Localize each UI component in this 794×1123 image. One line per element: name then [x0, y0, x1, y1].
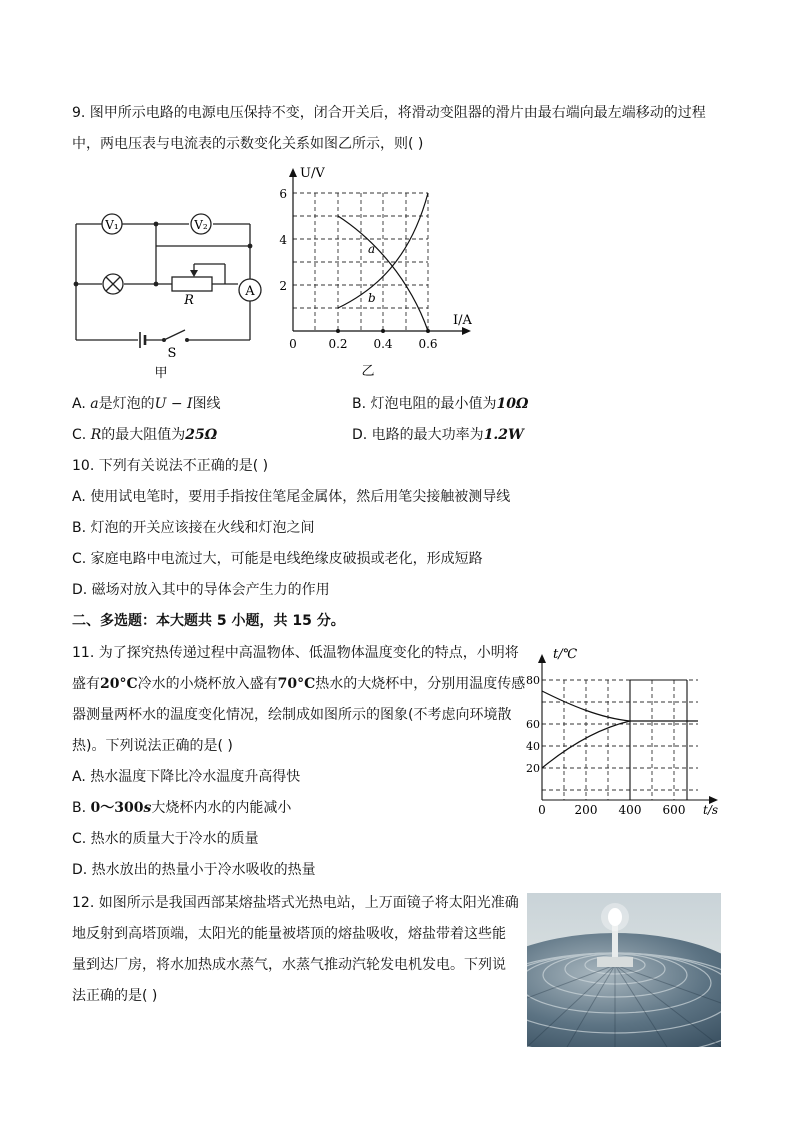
q11-stem-line2: 盛有20°C冷水的小烧杯放入盛有70°C热水的大烧杯中，分别用温度传感 — [72, 676, 526, 692]
circuit-caption: 甲 — [154, 366, 168, 381]
q9-option-c: C. R的最大阻值为25Ω — [72, 427, 218, 443]
q10-stem: 10. 下列有关说法不正确的是( ) — [72, 458, 269, 474]
q11-option-a: A. 热水温度下降比冷水温度升高得快 — [72, 769, 301, 785]
q10-option-d: D. 磁场对放入其中的导体会产生力的作用 — [72, 582, 330, 598]
temperature-graph — [520, 640, 730, 820]
q11-stem-line3: 器测量两杯水的温度变化情况，绘制成如图所示的图象(不考虑向环境散 — [72, 707, 512, 723]
temp-ytick-20: 20 — [526, 762, 540, 775]
switch-label: S — [167, 346, 177, 361]
v1-label: V₁ — [105, 218, 119, 232]
resistor-label: R — [184, 293, 194, 308]
temp-xtick-0: 0 — [538, 803, 546, 817]
ytick-2: 2 — [279, 279, 287, 293]
q11-stem-line1: 11. 为了探究热传递过程中高温物体、低温物体温度变化的特点，小明将 — [72, 645, 519, 661]
ui-graph — [275, 160, 480, 385]
temp-xlabel: t/s — [703, 803, 719, 817]
temp-xtick-600: 600 — [662, 803, 686, 817]
q12-stem-line4: 法正确的是( ) — [72, 988, 158, 1004]
q10-option-b: B. 灯泡的开关应该接在火线和灯泡之间 — [72, 520, 315, 536]
section-header: 二、多选题：本大题共 5 小题，共 15 分。 — [72, 613, 345, 629]
temp-ylabel: t/℃ — [553, 647, 578, 662]
graph-xlabel: I/A — [453, 313, 472, 328]
q11-option-d: D. 热水放出的热量小于冷水吸收的热量 — [72, 862, 316, 878]
xtick-0.6: 0.6 — [418, 337, 438, 351]
solar-station-photo — [527, 893, 721, 1047]
curve-a-label: a — [368, 242, 376, 256]
xtick-0.2: 0.2 — [328, 337, 348, 351]
ytick-4: 4 — [279, 233, 287, 247]
temp-ytick-40: 40 — [526, 740, 540, 753]
v2-label: V₂ — [194, 218, 208, 232]
q9-stem-line2: 中，两电压表与电流表的示数变化关系如图乙所示，则( ) — [72, 136, 424, 152]
q11-stem-line4: 热)。下列说法正确的是( ) — [72, 738, 233, 754]
temp-ytick-60: 60 — [526, 718, 540, 731]
ammeter-label: A — [245, 284, 255, 299]
q11-option-c: C. 热水的质量大于冷水的质量 — [72, 831, 259, 847]
graph-caption: 乙 — [361, 364, 375, 379]
q10-option-a: A. 使用试电笔时，要用手指按住笔尾金属体，然后用笔尖接触被测导线 — [72, 489, 511, 505]
temp-xtick-200: 200 — [574, 803, 598, 817]
circuit-diagram — [60, 200, 275, 385]
q9-option-d: D. 电路的最大功率为1.2W — [352, 427, 524, 443]
curve-b-label: b — [368, 291, 376, 305]
ytick-6: 6 — [279, 187, 287, 201]
xtick-0.4: 0.4 — [373, 337, 393, 351]
temp-xtick-400: 400 — [618, 803, 642, 817]
q12-stem-line1: 12. 如图所示是我国西部某熔盐塔式光热电站，上万面镜子将太阳光准确 — [72, 895, 519, 911]
q12-stem-line3: 量到达厂房，将水加热成水蒸气，水蒸气推动汽轮发电机发电。下列说 — [72, 957, 506, 973]
q10-option-c: C. 家庭电路中电流过大，可能是电线绝缘皮破损或老化，形成短路 — [72, 551, 483, 567]
q11-option-b: B. 0～300s大烧杯内水的内能减小 — [72, 800, 292, 816]
q9-stem-line1: 9. 图甲所示电路的电源电压保持不变，闭合开关后，将滑动变阻器的滑片由最右端向最左端移动的过程 — [72, 105, 706, 121]
q9-option-a: A. a是灯泡的U − I图线 — [72, 396, 221, 412]
q12-stem-line2: 地反射到高塔顶端，太阳光的能量被塔顶的熔盐吸收，熔盐带着这些能 — [72, 926, 506, 942]
graph-origin: 0 — [289, 337, 297, 351]
q9-option-b: B. 灯泡电阻的最小值为10Ω — [352, 396, 529, 412]
graph-ylabel: U/V — [300, 166, 325, 181]
temp-ytick-80: 80 — [526, 674, 540, 687]
